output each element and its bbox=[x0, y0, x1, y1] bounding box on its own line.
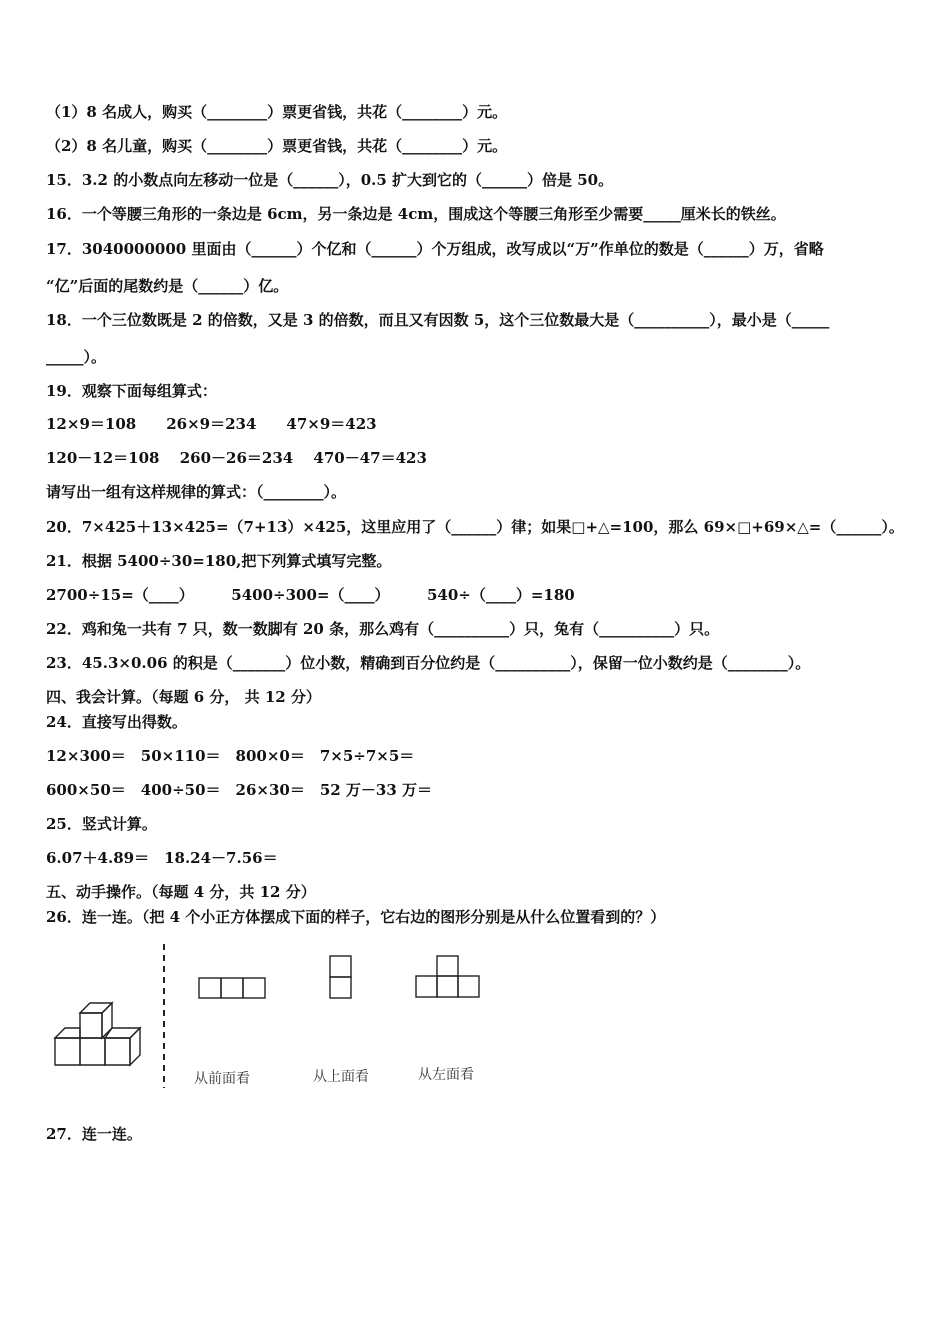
q19-prompt: 请写出一组有这样规律的算式：（________）。 bbox=[46, 483, 347, 501]
view-left-drawing bbox=[416, 956, 479, 997]
q21: 21．根据 5400÷30=180,把下列算式填写完整。 bbox=[46, 552, 392, 570]
q23: 23．45.3×0.06 的积是（_______）位小数，精确到百分位约是（__________），保留一位小数约是（________）。 bbox=[46, 654, 811, 672]
q20: 20．7×425＋13×425=（7+13）×425，这里应用了（______）律；如果□+△=100，那么 69×□+69×△=（______）。 bbox=[46, 518, 904, 536]
q24-row2: 600×50＝ 400÷50＝ 26×30＝ 52 万－33 万＝ bbox=[46, 781, 433, 799]
q19: 19．观察下面每组算式： bbox=[46, 382, 217, 400]
q17-line2: “亿”后面的尾数约是（______）亿。 bbox=[46, 277, 289, 295]
q26: 26．连一连。（把 4 个小正方体摆成下面的样子，它右边的图形分别是从什么位置看到的？） bbox=[46, 908, 666, 926]
q19-row2: 120－12＝108 260－26＝234 470－47＝423 bbox=[46, 449, 427, 467]
q18-line2: _____）。 bbox=[46, 348, 107, 366]
q24-row1: 12×300＝ 50×110＝ 800×0＝ 7×5÷7×5＝ bbox=[46, 747, 415, 765]
q15: 15．3.2 的小数点向左移动一位是（______），0.5 扩大到它的（______）倍是 50。 bbox=[46, 171, 614, 189]
q-part-1: （1）8 名成人，购买（________）票更省钱，共花（________）元。 bbox=[46, 103, 508, 121]
label-front: 从前面看 bbox=[194, 1071, 250, 1087]
q16: 16．一个等腰三角形的一条边是 6cm，另一条边是 4cm，围成这个等腰三角形至少需要_____厘米长的铁丝。 bbox=[46, 205, 786, 223]
view-front-drawing bbox=[199, 978, 265, 998]
q19-row1: 12×9＝108 26×9＝234 47×9＝423 bbox=[46, 415, 377, 433]
view-top-drawing bbox=[330, 956, 351, 998]
section-5-heading: 五、动手操作。（每题 4 分，共 12 分） bbox=[46, 883, 316, 901]
q22: 22．鸡和兔一共有 7 只，数一数脚有 20 条，那么鸡有（__________）只，兔有（__________）只。 bbox=[46, 620, 720, 638]
cube-stack-drawing bbox=[55, 1003, 140, 1065]
q27: 27．连一连。 bbox=[46, 1125, 142, 1143]
section-4-heading: 四、我会计算。（每题 6 分， 共 12 分） bbox=[46, 688, 321, 706]
q17-line1: 17．3040000000 里面由（______）个亿和（______）个万组成，改写成以“万”作单位的数是（______）万，省略 bbox=[46, 240, 824, 258]
q25-row: 6.07＋4.89＝ 18.24－7.56＝ bbox=[46, 849, 278, 867]
q24: 24．直接写出得数。 bbox=[46, 713, 187, 731]
label-left: 从左面看 bbox=[418, 1067, 474, 1083]
q25: 25．竖式计算。 bbox=[46, 815, 157, 833]
q21-row: 2700÷15=（____） 5400÷300=（____） 540÷（____）=180 bbox=[46, 586, 575, 604]
q-part-2: （2）8 名儿童，购买（________）票更省钱，共花（________）元。 bbox=[46, 137, 508, 155]
cube-views-figure bbox=[40, 938, 510, 1098]
q18-line1: 18．一个三位数既是 2 的倍数，又是 3 的倍数，而且又有因数 5，这个三位数最大是（__________），最小是（_____ bbox=[46, 311, 830, 329]
label-top: 从上面看 bbox=[313, 1069, 369, 1085]
